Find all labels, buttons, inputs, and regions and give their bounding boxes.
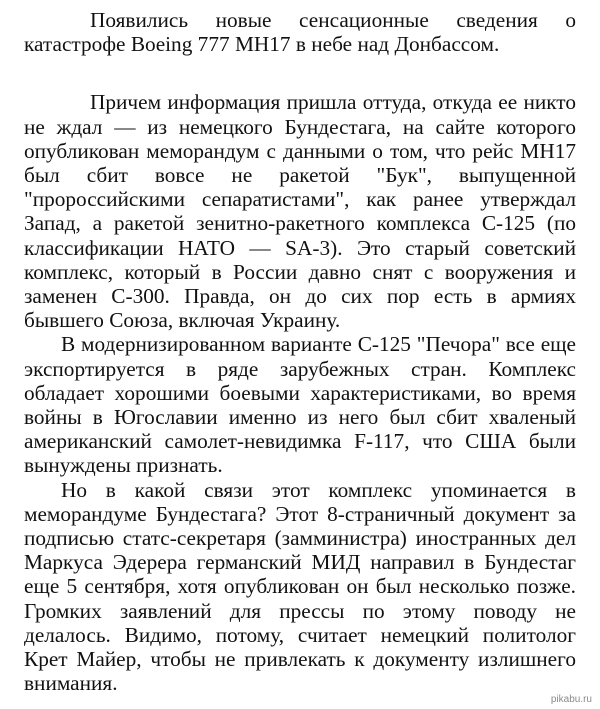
paragraph-memorandum-context: Но в какой связи этот комплекс упоминается в меморандуме Бундестага? Этот 8-страничный документ за подписью статс-секретаря (замминистра) иностранных дел Маркуса Эдерера германский МИД направил в Бундестаг еще 5 сентября, хотя опубликован он был несколько позже. Громких заявлений для прессы по этому поводу не делалось. Видимо, потому, считает немецкий политолог Крет Майер, чтобы не привлекать к документу излишнего внимания. — [24, 477, 576, 696]
pikabu-watermark: pikabu.ru — [550, 694, 592, 705]
document-page — [24, 8, 576, 695]
paragraph-bundestag-memorandum: Причем информация пришла оттуда, откуда ее никто не ждал — из немецкого Бундестага, на сайте которого опубликован меморандум с данными о том, что рейс MH17 был сбит вовсе не ракетой "Бук", выпущенной "пророссийскими сепаратистами", как ранее утверждал Запад, а ракетой зенитно-ракетного комплекса С-125 (по классификации НАТО — SA-3). Это старый советский комплекс, который в России давно снят с вооружения и заменен С-300. Правда, он до сих пор есть в армиях бывшего Союза, включая Украину. — [24, 90, 576, 333]
paragraph-intro: Появились новые сенсационные сведения о катастрофе Boeing 777 MH17 в небе над Донбассом. — [24, 8, 576, 57]
paragraph-pechora-complex: В модернизированном варианте С-125 "Печора" все еще экспортируется в ряде зарубежных стран. Комплекс обладает хорошими боевыми характеристиками, во время войны в Югославии именно из него был сбит хваленый американский самолет-невидимка F-117, что США были вынуждены признать. — [24, 332, 576, 478]
